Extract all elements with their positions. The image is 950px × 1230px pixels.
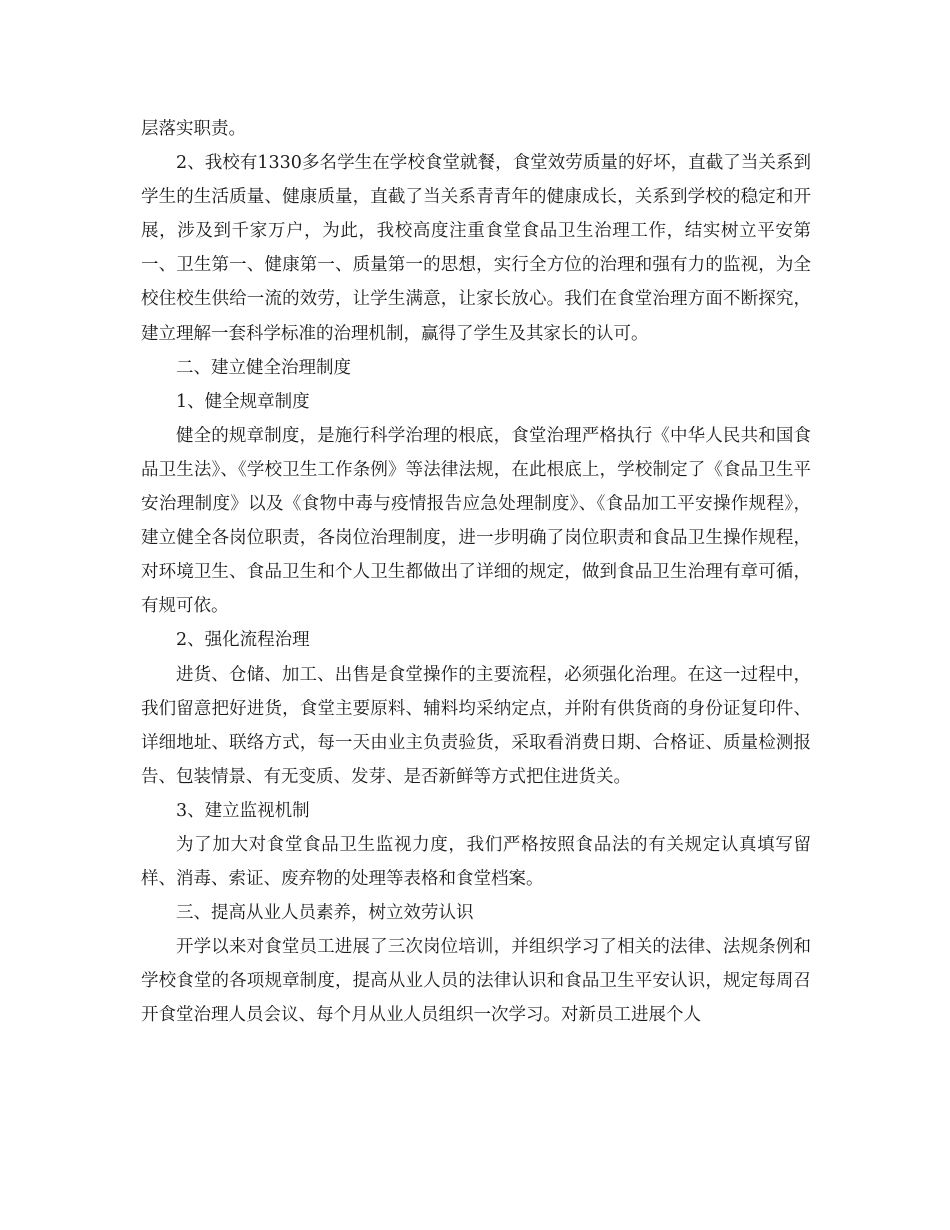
- document-body: [141, 112, 811, 1033]
- subheading-regulations: 1、健全规章制度: [176, 391, 310, 412]
- paragraph-regulations: 健全的规章制度，是施行科学治理的根底，食堂治理严格执行《中华人民共和国食品卫生法》、《学校卫生工作条例》等法律法规，在此根底上，学校制定了《食品卫生平安治理制度》以及《食物中毒与疫情报告应急处理制度》、《食品加工平安操作规程》，建立健全各岗位职责，各岗位治理制度，进一步明确了岗位职责和食品卫生操作规程，对环境卫生、食品卫生和个人卫生都做出了详细的规定，做到食品卫生治理有章可循，有规可依。: [141, 425, 811, 617]
- section-heading-management-system: 二、建立健全治理制度: [176, 357, 351, 378]
- subheading-process-management: 2、强化流程治理: [176, 630, 310, 651]
- paragraph-student-dining: 2、我校有1330多名学生在学校食堂就餐，食堂效劳质量的好坏，直截了当关系到学生的生活质量、健康质量，直截了当关系青青年的健康成长，关系到学校的稳定和开展，涉及到千家万户，为此，我校高度注重食堂食品卫生治理工作，结实树立平安第一、卫生第一、健康第一、质量第一的思想，实行全方位的治理和强有力的监视，为全校住校生供给一流的效劳，让学生满意，让家长放心。我们在食堂治理方面不断探究，建立理解一套科学标准的治理机制，赢得了学生及其家长的认可。: [141, 153, 811, 344]
- paragraph-process-management: 进货、仓储、加工、出售是食堂操作的主要流程，必须强化治理。在这一过程中，我们留意把好进货，食堂主要原料、辅料均采纳定点，并附有供货商的身份证复印件、详细地址、联络方式，每一天由业主负责验货，采取看消费日期、合格证、质量检测报告、包装情景、有无变质、发芽、是否新鲜等方式把住进货关。: [141, 664, 811, 787]
- section-heading-staff-quality: 三、提高从业人员素养，树立效劳认识: [176, 903, 474, 924]
- paragraph-supervision: 为了加大对食堂食品卫生监视力度，我们严格按照食品法的有关规定认真填写留样、消毒、索证、废弃物的处理等表格和食堂档案。: [141, 834, 811, 890]
- paragraph-staff-training: 开学以来对食堂员工进展了三次岗位培训，并组织学习了相关的法律、法规条例和学校食堂的各项规章制度，提高从业人员的法律认识和食品卫生平安认识，规定每周召开食堂治理人员会议、每个月从业人员组织一次学习。对新员工进展个人: [141, 937, 811, 1026]
- paragraph-continuation: 层落实职责。: [141, 119, 246, 139]
- subheading-supervision: 3、建立监视机制: [176, 800, 310, 821]
